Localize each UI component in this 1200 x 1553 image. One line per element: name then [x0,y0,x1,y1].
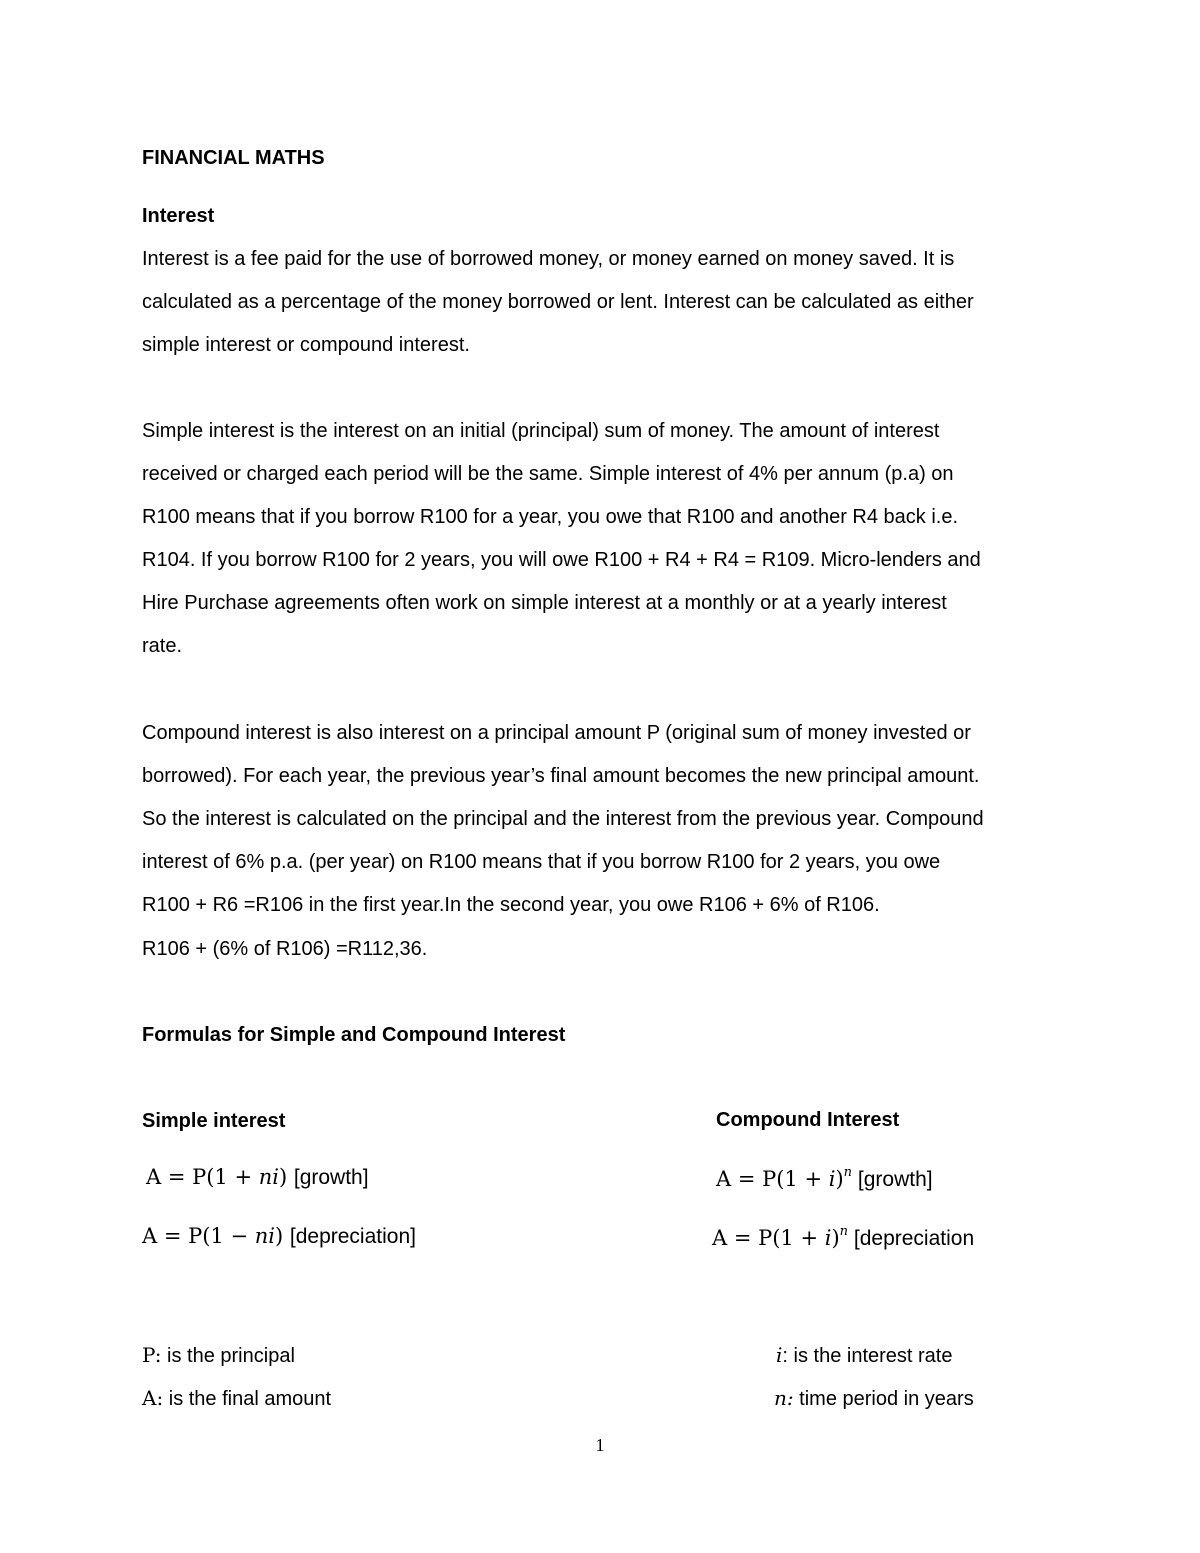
simple-interest-heading: Simple interest [142,1110,286,1132]
formula-rhs: ) [275,1224,290,1248]
simple-growth-formula [146,1165,369,1190]
legend-text: : is the interest rate [782,1345,953,1367]
formula-lhs: A = P(1 + [716,1167,829,1191]
legend-symbol: A: [142,1386,164,1410]
paragraph-line: R106 + (6% of R106) =R112,36. [142,938,428,960]
paragraph-line: borrowed). For each year, the previous year’s final amount becomes the new principal amount. [142,765,980,787]
legend-symbol: i [776,1343,783,1367]
simple-depreciation-formula [142,1224,416,1249]
paragraph-line: Simple interest is the interest on an initial (principal) sum of money. The amount of interest [142,420,940,442]
formula-label: [depreciation] [289,1225,416,1248]
paragraph-line: interest of 6% p.a. (per year) on R100 means that if you borrow R100 for 2 years, you owe [142,851,941,873]
compound-depreciation-formula [712,1224,974,1251]
compound-interest-heading: Compound Interest [716,1109,900,1131]
formula-rhs: ) [831,1226,840,1250]
formula-label: [growth] [293,1166,369,1189]
paragraph-line: simple interest or compound interest. [142,334,470,356]
paragraph-line: Hire Purchase agreements often work on simple interest at a monthly or at a yearly interest [142,592,947,614]
legend-interest-rate [776,1343,952,1368]
formula-variable: i [828,1167,836,1191]
formula-variable: i [824,1226,832,1250]
paragraph-line: Interest is a fee paid for the use of borrowed money, or money earned on money saved. It is [142,248,955,270]
legend-symbol: n: [774,1386,794,1410]
paragraph-line: R100 + R6 =R106 in the first year.In the second year, you owe R106 + 6% of R106. [142,894,880,916]
formula-label: [depreciation [848,1227,975,1250]
paragraph-line: R104. If you borrow R100 for 2 years, you will owe R100 + R4 + R4 = R109. Micro-lenders and [142,549,981,571]
legend-text: is the final amount [163,1388,332,1410]
formula-label: [growth] [852,1168,933,1191]
formula-variable: ni [258,1165,279,1189]
formula-exponent: n [843,1165,853,1180]
paragraph-line: received or charged each period will be the same. Simple interest of 4% per annum (p.a) on [142,463,954,485]
paragraph-line: R100 means that if you borrow R100 for a year, you owe that R100 and another R4 back i.e. [142,506,959,528]
formulas-heading: Formulas for Simple and Compound Interest [142,1024,566,1046]
formula-variable: ni [254,1224,275,1248]
paragraph-interest-definition [142,247,1082,376]
page-title: FINANCIAL MATHS [142,147,325,169]
formula-exponent: n [839,1224,849,1239]
interest-heading: Interest [142,205,215,227]
formula-lhs: A = P(1 − [142,1224,255,1248]
formula-lhs: A = P(1 + [712,1226,825,1250]
legend-text: time period in years [793,1388,974,1410]
paragraph-line: calculated as a percentage of the money borrowed or lent. Interest can be calculated as either [142,291,974,313]
legend-symbol: P: [142,1343,162,1367]
legend-final-amount [142,1386,331,1411]
legend-text: is the principal [161,1345,295,1367]
paragraph-line: Compound interest is also interest on a principal amount P (original sum of money invested or [142,722,971,744]
compound-growth-formula [716,1165,933,1192]
formula-lhs: A = P(1 + [146,1165,259,1189]
page-number: 1 [595,1435,605,1455]
paragraph-simple-interest [142,419,1082,677]
formula-rhs: ) [279,1165,294,1189]
paragraph-line: rate. [142,635,183,657]
formula-rhs: ) [835,1167,844,1191]
legend-principal [142,1343,295,1368]
paragraph-compound-interest [142,721,1082,936]
paragraph-line: So the interest is calculated on the principal and the interest from the previous year. Compound [142,808,984,830]
legend-time-period [774,1386,974,1411]
